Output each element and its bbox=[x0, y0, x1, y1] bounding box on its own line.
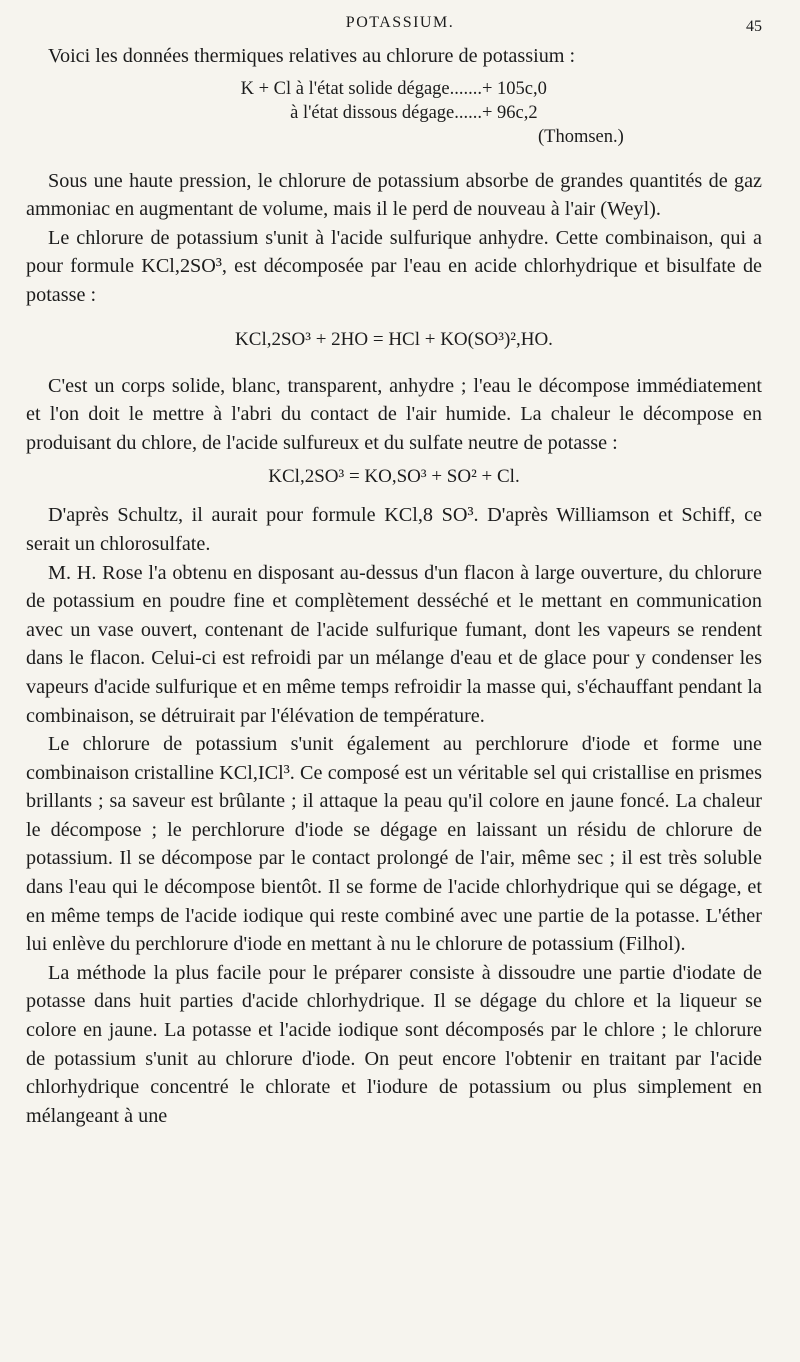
thermal-source: (Thomsen.) bbox=[538, 126, 624, 147]
paragraph-rose: M. H. Rose l'a obtenu en disposant au-dessus d'un flacon à large ouverture, du chlorure de potassium en poudre fine et complètement desséché et le mettant en communication avec un vase ouvert, contenant de l'acide sulfurique fumant, dont les vapeurs se rendent dans le flacon. Celui-ci est refroidi par un mélange d'eau et de glace pour y condenser les vapeurs d'acide sulfurique et en même temps refroidir la masse qui, s'échauffant pendant la combinaison, se détruirait par l'élévation de température. bbox=[26, 561, 762, 727]
page-body bbox=[26, 42, 762, 1130]
thermal-value-dissolved: + 96c,2 bbox=[482, 102, 538, 123]
paragraph-ammonia: Sous une haute pression, le chlorure de potassium absorbe de grandes quantités de gaz ammoniac en augmentant de volume, mais il le perd de nouveau à l'air (Weyl). bbox=[26, 169, 762, 221]
paragraph-schultz: D'après Schultz, il aurait pour formule KCl,8 SO³. D'après Williamson et Schiff, ce serait un chlorosulfate. bbox=[26, 504, 762, 555]
thermal-data-block bbox=[26, 77, 762, 149]
page-header bbox=[0, 8, 800, 40]
thermal-label-solid: K + Cl à l'état solide dégage....... bbox=[240, 78, 482, 99]
equation-decomposition-heat: KCl,2SO³ = KO,SO³ + SO² + Cl. bbox=[268, 466, 520, 488]
thermal-value-solid: + 105c,0 bbox=[482, 78, 547, 99]
running-title: POTASSIUM. bbox=[345, 14, 455, 31]
page-number: 45 bbox=[746, 18, 762, 35]
thermal-row-solid bbox=[26, 77, 762, 101]
equation-decomposition-water: KCl,2SO³ + 2HO = HCl + KO(SO³)²,HO. bbox=[235, 328, 553, 350]
thermal-row-dissolved bbox=[26, 101, 762, 125]
spacer bbox=[26, 153, 762, 167]
paragraph-sulfuric-acid: Le chlorure de potassium s'unit à l'acide sulfurique anhydre. Cette combinaison, qui a pour formule KCl,2SO³, est décomposée par l'eau en acide chlorhydrique et bisulfate de potasse : bbox=[26, 226, 762, 306]
paragraph-properties: C'est un corps solide, blanc, transparent, anhydre ; l'eau le décompose immédiatement et l'on doit le mettre à l'abri du contact de l'air humide. La chaleur le décompose en produisant du chlore, de l'acide sulfureux et du sulfate neutre de potasse : bbox=[26, 374, 762, 454]
paragraph-iodine-perchloride: Le chlorure de potassium s'unit également au perchlorure d'iode et forme une combinaison cristalline KCl,ICl³. Ce composé est un véritable sel qui cristallise en prismes brillants ; sa saveur est brûlante ; il attaque la peau qu'il colore en jaune foncé. La chaleur le décompose ; le perchlorure d'iode se dégage en laissant un résidu de chlorure de potassium. Il se décompose par le contact prolongé de l'air, même sec ; il est très soluble dans l'eau qui le décompose bientôt. Il se forme de l'acide chlorhydrique qui se dégage, et en même temps de l'acide iodique qui reste combiné avec une partie de la potasse. L'éther lui enlève du perchlorure d'iode en mettant à nu le chlorure de potassium (Filhol). bbox=[26, 733, 762, 956]
paragraph-preparation: La méthode la plus facile pour le préparer consiste à dissoudre une partie d'iodate de potasse dans huit parties d'acide chlorhydrique. Il se dégage du chlore et la liqueur se colore en jaune. La potasse et l'acide iodique sont décomposés par le chlore ; le chlorure de potassium s'unit au chlorure d'iode. On peut encore l'obtenir en traitant par l'acide chlorhydrique concentré le chlorate et l'iodure de potassium ou plus simplement en mélangeant à une bbox=[26, 961, 762, 1127]
thermal-label-dissolved: à l'état dissous dégage...... bbox=[290, 102, 482, 123]
paragraph-thermal-intro: Voici les données thermiques relatives au chlorure de potassium : bbox=[48, 45, 576, 67]
